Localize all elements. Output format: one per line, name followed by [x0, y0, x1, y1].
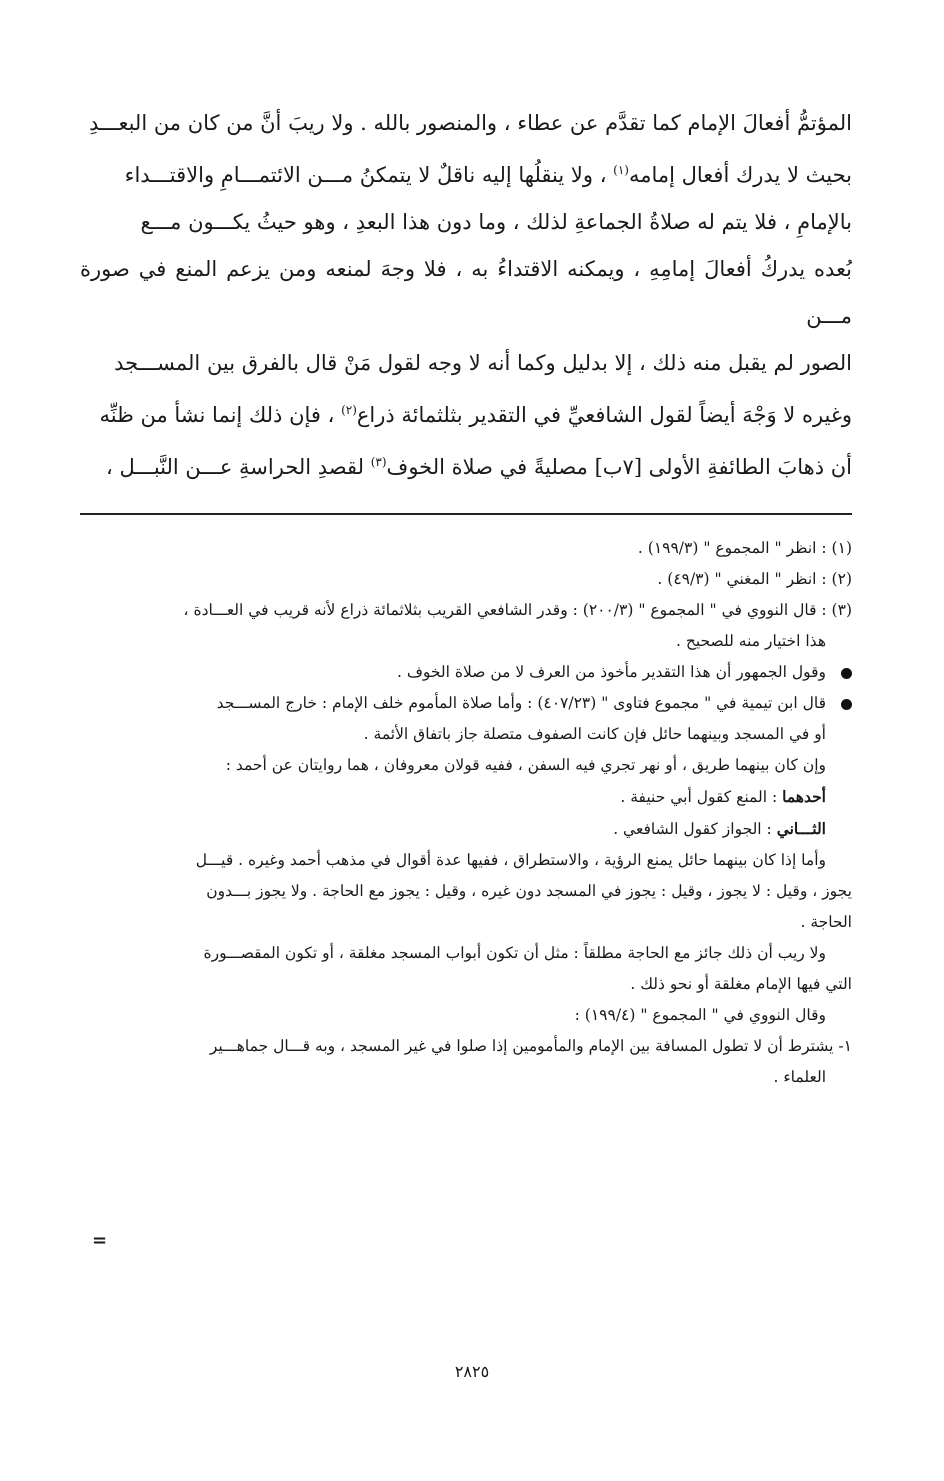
footnote-ref-3: (٣)	[370, 455, 387, 469]
paragraph-wall: وأما إذا كان بينهما حائل يمنع الرؤية ، والاستطراق ، ففيها عدة أقوال في مذهب أحمد وغيره . قيـــل	[195, 851, 826, 869]
main-text-line: بالإمامِ ، فلا يتم له صلاةُ الجماعةِ لذلك ، وما دون هذا البعدِ ، وهو حيثُ يكـــون مـــع	[140, 210, 852, 234]
paragraph-wall-continuation: الحاجة .	[800, 913, 852, 931]
paragraph-road: وإن كان بينهما طريق ، أو نهر تجري فيه السفن ، ففيه قولان معروفان ، هما روايتان عن أحمد :	[225, 756, 826, 774]
opinion-second: الثـــاني : الجواز كقول الشافعي .	[613, 819, 826, 838]
condition-1: ١- يشترط أن لا تطول المسافة بين الإمام والمأمومين إذا صلوا في غير المسجد ، وبه قـــال جماهـــير	[209, 1037, 852, 1055]
footnote-3: (٣) : قال النووي في " المجموع " (٢٠٠/٣) : وقدر الشافعي القريب بثلاثمائة ذراع لأنه قريب في العـــادة ،	[183, 601, 852, 619]
main-text-line: وغيره لا وَجْهَ أيضاً لقول الشافعيِّ في التقدير بثلثمائة ذراع$^{(٢)}$ ، فإن ذلك إنما نشأ من ظنِّه	[99, 403, 852, 427]
bullet-icon	[841, 668, 852, 679]
condition-1-continuation: العلماء .	[773, 1068, 826, 1086]
footnote-1: (١) : انظر " المجموع " (١٩٩/٣) .	[637, 539, 852, 557]
bullet-icon	[841, 699, 852, 710]
main-text-line: أن ذهابَ الطائفةِ الأولى [٧ب] مصليةً في صلاة الخوف$^{(٣)}$ لقصدِ الحراسةِ عـــن النَّبـــل ،	[106, 455, 852, 479]
continuation-mark: =	[92, 1230, 108, 1251]
footnote-separator	[80, 513, 852, 515]
bullet-item: قال ابن تيمية في " مجموع فتاوى " (٤٠٧/٢٣) : وأما صلاة المأموم خلف الإمام : خارج المســـجد	[80, 688, 852, 719]
page-content	[80, 100, 852, 1093]
footnote-2: (٢) : انظر " المغني " (٤٩/٣) .	[657, 570, 852, 588]
opinion-first-label: أحدهما	[782, 787, 826, 806]
paragraph-wall-continuation: يجوز ، وقيل : لا يجوز ، وقيل : يجوز في المسجد دون غيره ، وقيل : يجوز مع الحاجة . ولا يجوز بـــدون	[206, 882, 852, 900]
bullet-continuation: أو في المسجد وبينهما حائل فإن كانت الصفوف متصلة جاز باتفاق الأئمة .	[363, 725, 826, 743]
opinion-second-label: الثـــاني	[776, 819, 826, 838]
main-text-line: بُعده يدركُ أفعالَ إمامِهِ ، ويمكنه الاقتداءُ به ، فلا وجهَ لمنعه ومن يزعم المنع في صورة مـــن	[80, 257, 852, 328]
footnotes	[80, 533, 852, 1093]
main-text-line: الصور لم يقبل منه ذلك ، إلا بدليل وكما أنه لا وجه لقول مَنْ قال بالفرق بين المســـجد	[114, 351, 852, 375]
bullet-item: وقول الجمهور أن هذا التقدير مأخوذ من العرف لا من صلاة الخوف .	[80, 657, 852, 688]
footnote-3-continuation: هذا اختيار منه للصحيح .	[676, 632, 826, 650]
main-text	[80, 100, 852, 491]
page-number: ٢٨٢٥	[454, 1362, 490, 1381]
main-text-line: المؤتمُّ أفعالَ الإمام كما تقدَّم عن عطاء ، والمنصور بالله . ولا ريبَ أنَّ من كان من البعـــدِ	[88, 111, 852, 135]
main-text-line: بحيث لا يدرك أفعال إمامه$^{(١)}$ ، ولا ينقلُها إليه ناقلٌ لا يتمكنُ مـــن الائتمـــامِ والاقتـــداء	[124, 163, 852, 187]
footnote-ref-1: (١)	[613, 163, 629, 177]
paragraph-need: ولا ريب أن ذلك جائز مع الحاجة مطلقاً : مثل أن تكون أبواب المسجد مغلقة ، أو تكون المقصـــورة	[203, 944, 826, 962]
paragraph-need-continuation: التي فيها الإمام مغلقة أو نحو ذلك .	[630, 975, 852, 993]
opinion-first: أحدهما : المنع كقول أبي حنيفة .	[620, 787, 826, 806]
footnote-ref-2: (٢)	[341, 403, 357, 417]
nawawi-quote: وقال النووي في " المجموع " (١٩٩/٤) :	[574, 1006, 826, 1024]
